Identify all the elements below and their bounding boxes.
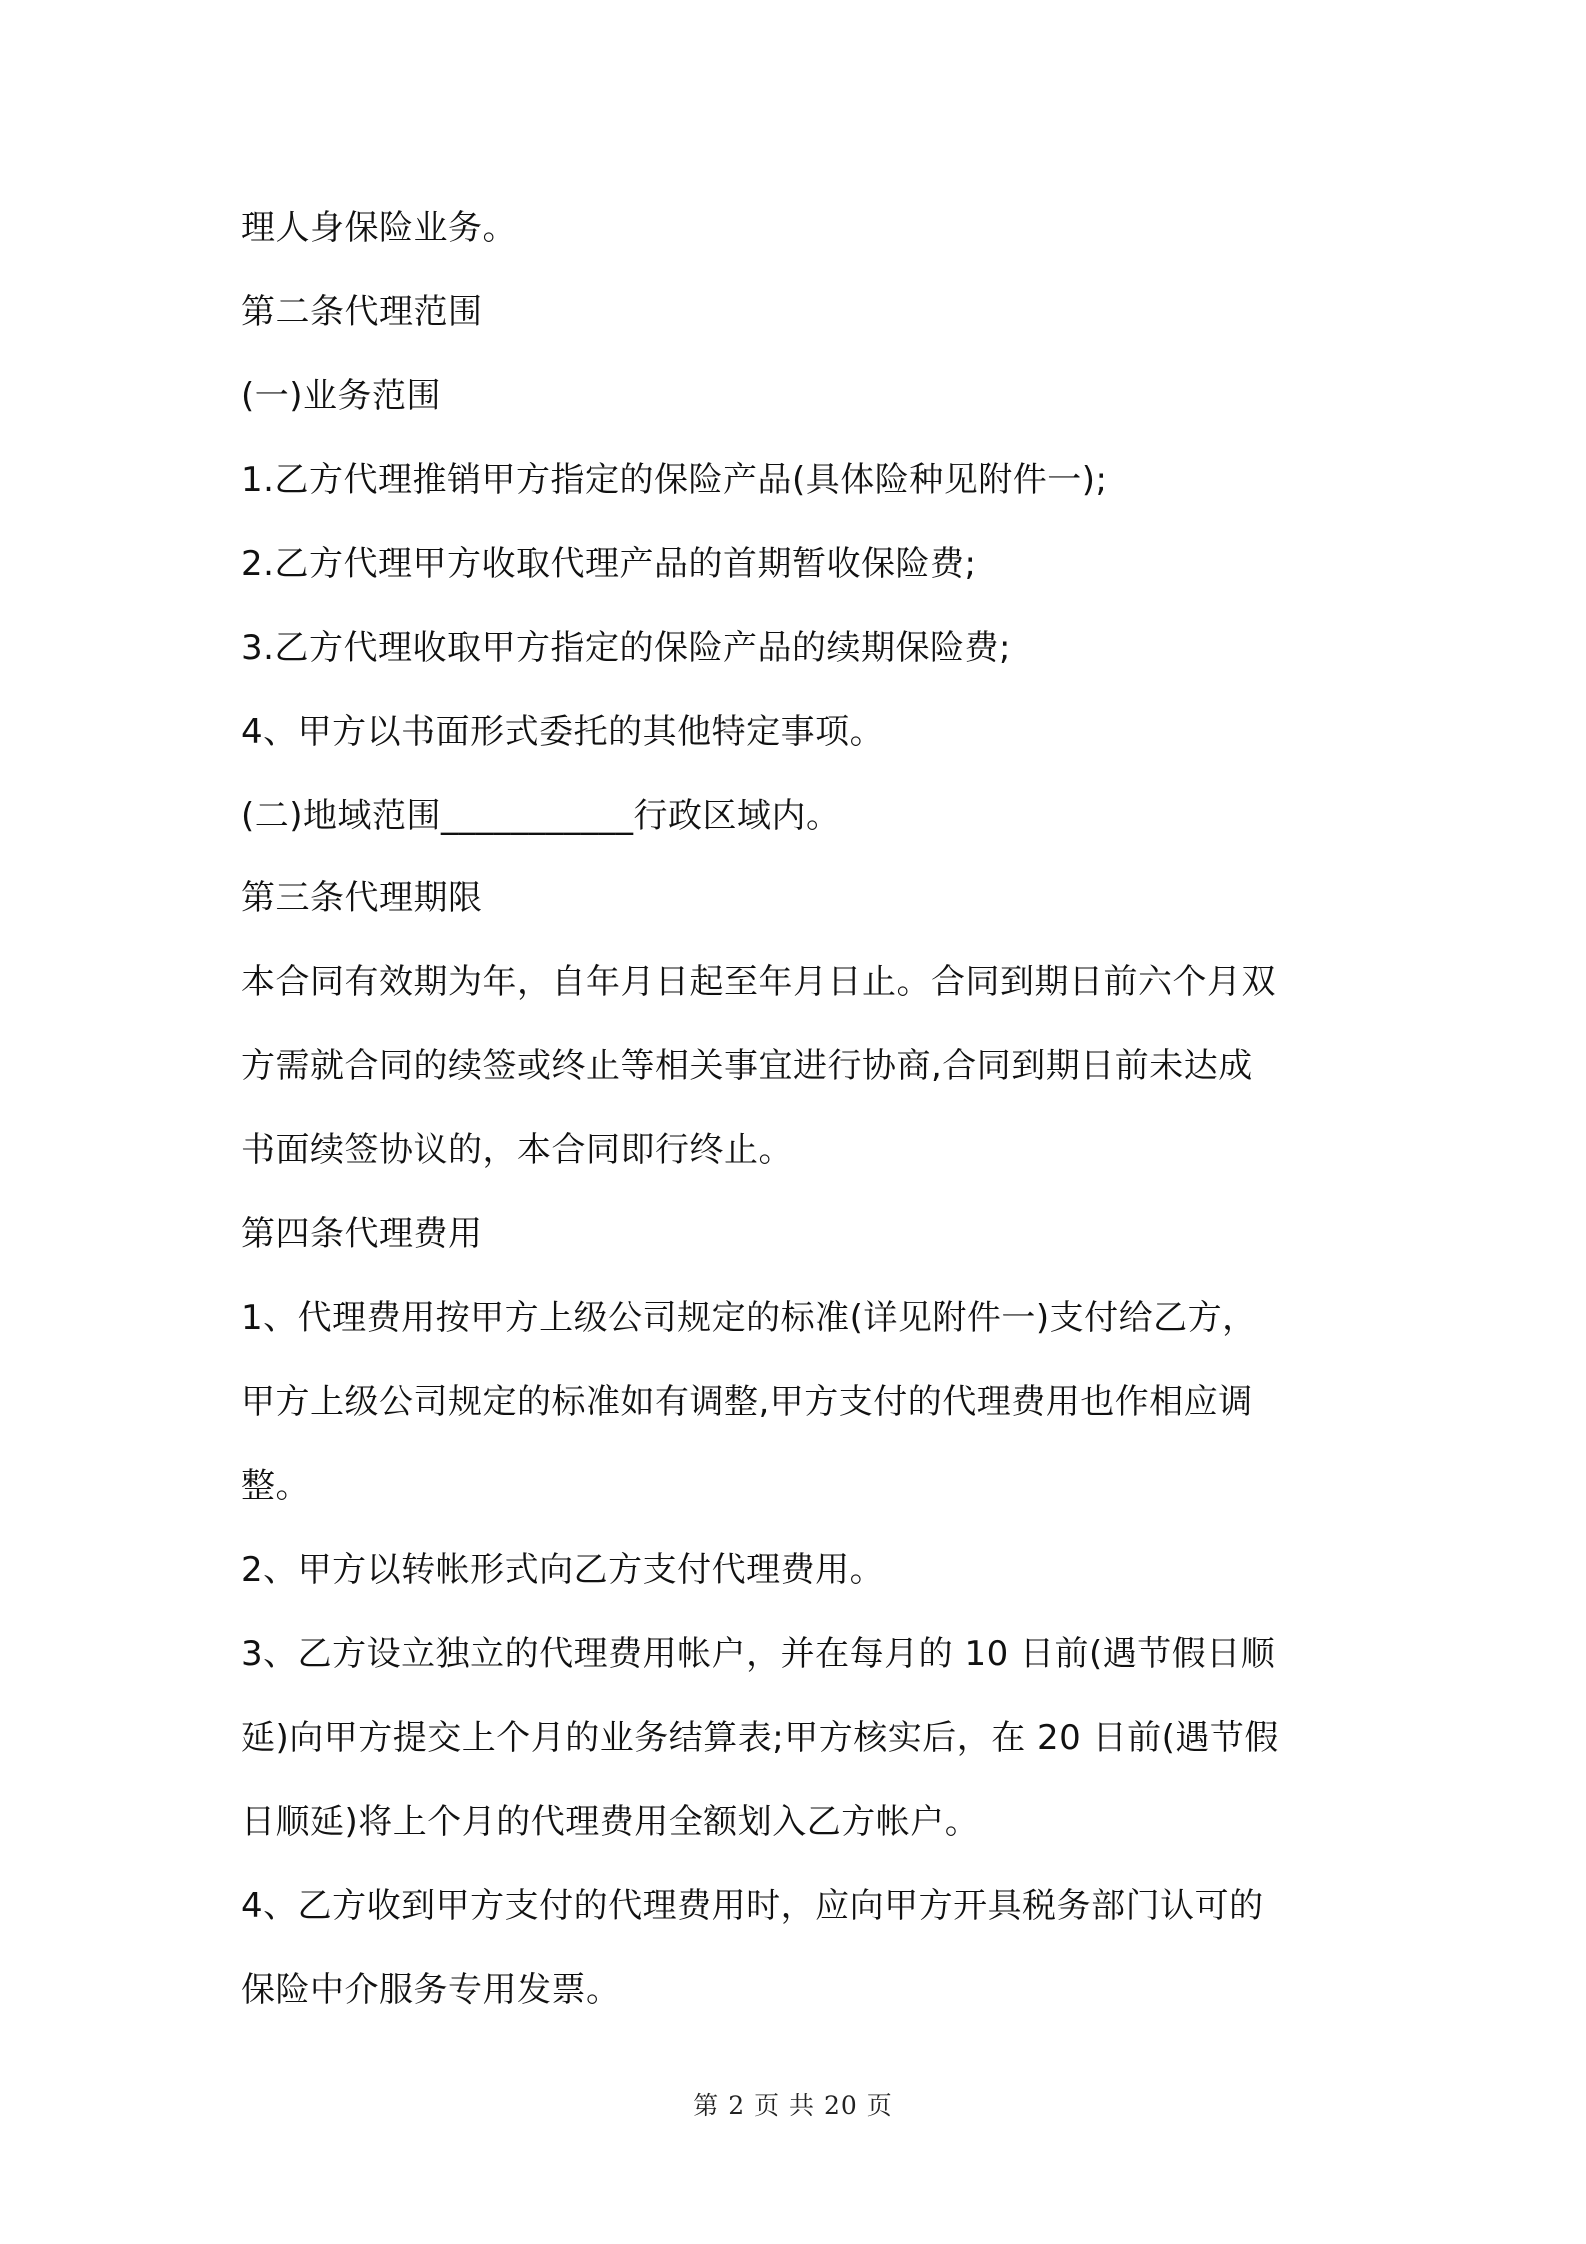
- section-heading: 第四条代理费用: [241, 1214, 483, 1254]
- list-item: 1.乙方代理推销甲方指定的保险产品(具体险种见附件一);: [241, 460, 1108, 500]
- section-heading: 第三条代理期限: [241, 878, 483, 918]
- page-footer: 第 2 页 共 20 页: [693, 2091, 893, 2120]
- list-item: 4、乙方收到甲方支付的代理费用时，应向甲方开具税务部门认可的: [241, 1886, 1264, 1926]
- text-line: 日顺延)将上个月的代理费用全额划入乙方帐户。: [241, 1802, 980, 1842]
- text-line: 本合同有效期为年，自年月日起至年月日止。合同到期日前六个月双: [241, 962, 1276, 1002]
- text-line: 保险中介服务专用发票。: [241, 1970, 621, 2010]
- text-line: 书面续签协议的，本合同即行终止。: [241, 1130, 793, 1170]
- text-line: 方需就合同的续签或终止等相关事宜进行协商,合同到期日前未达成: [241, 1046, 1253, 1086]
- text-line: 整。: [241, 1466, 310, 1506]
- list-item: 1、代理费用按甲方上级公司规定的标准(详见附件一)支付给乙方，: [241, 1298, 1257, 1338]
- text-line: 理人身保险业务。: [241, 208, 517, 248]
- subsection-heading: (一)业务范围: [241, 376, 442, 416]
- text-line: 甲方上级公司规定的标准如有调整,甲方支付的代理费用也作相应调: [241, 1382, 1253, 1422]
- list-item: 4、甲方以书面形式委托的其他特定事项。: [241, 712, 885, 752]
- list-item: 2、甲方以转帐形式向乙方支付代理费用。: [241, 1550, 885, 1590]
- text-line: 延)向甲方提交上个月的业务结算表;甲方核实后，在 20 日前(遇节假: [241, 1718, 1279, 1758]
- section-heading: 第二条代理范围: [241, 292, 483, 332]
- list-item: 3.乙方代理收取甲方指定的保险产品的续期保险费;: [241, 628, 1011, 668]
- list-item: 2.乙方代理甲方收取代理产品的首期暂收保险费;: [241, 544, 977, 584]
- list-item: 3、乙方设立独立的代理费用帐户，并在每月的 10 日前(遇节假日顺: [241, 1634, 1276, 1674]
- subsection-heading: (二)地域范围___________行政区域内。: [241, 796, 841, 836]
